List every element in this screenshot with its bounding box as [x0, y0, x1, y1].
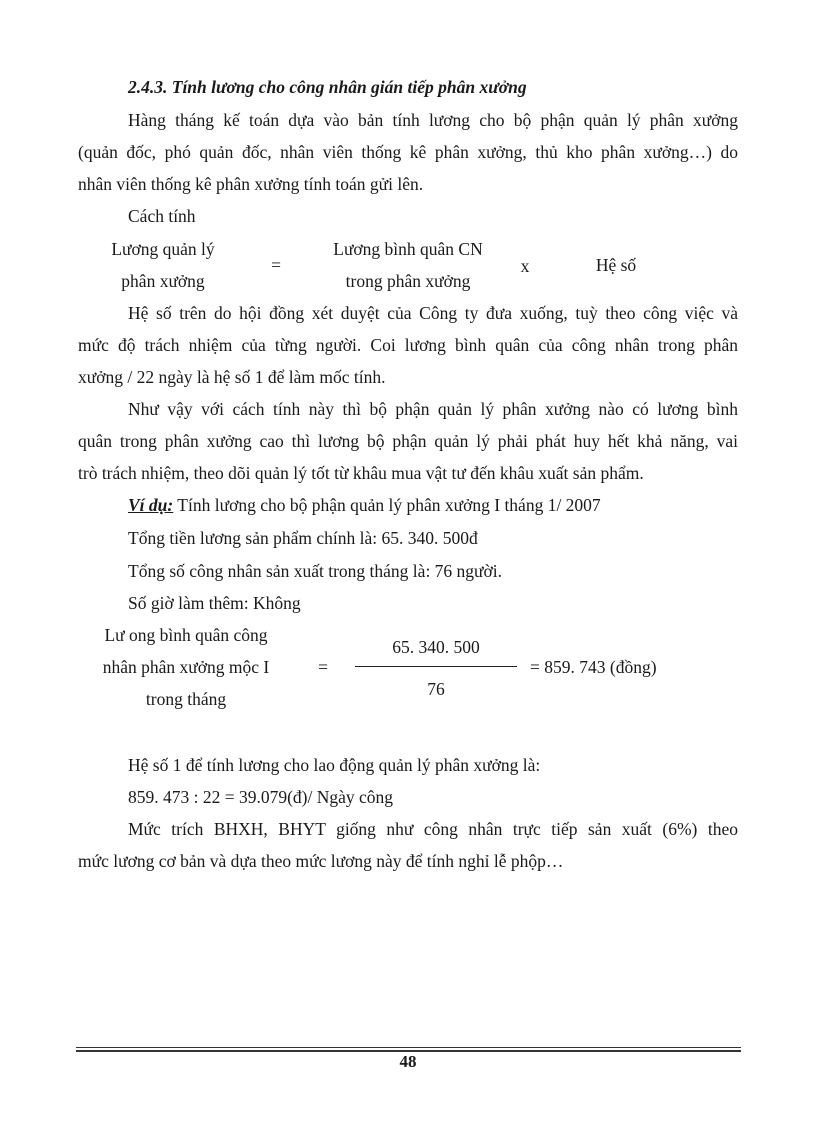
formula2-denominator: 76: [427, 679, 445, 699]
formula1-left-line1: Lương quản lý: [111, 239, 215, 259]
example-line: [128, 494, 601, 516]
para2-line3: xưởng / 22 ngày là hệ số 1 để làm mốc tính.: [78, 367, 386, 387]
para3-line1: Như vậy với cách tính này thì bộ phận quản lý phân xưởng nào có lương bình: [128, 399, 738, 419]
coef-text: Hệ số 1 để tính lương cho lao động quản lý phân xưởng là:: [128, 755, 541, 775]
para1-line1: Hàng tháng kế toán dựa vào bản tính lương cho bộ phận quản lý phân xưởng: [128, 110, 738, 130]
formula1-mid-line1: Lương bình quân CN: [333, 239, 483, 259]
para3-line3: trò trách nhiệm, theo dõi quản lý tốt từ khâu mua vật tư đến khâu xuất sản phẩm.: [78, 463, 644, 483]
formula1-mid-line2: trong phân xưởng: [345, 271, 471, 291]
para2-line1: Hệ số trên do hội đồng xét duyệt của Công ty đưa xuống, tuỳ theo công việc và: [128, 303, 738, 323]
para4-line2: mức lương cơ bản và dựa theo mức lương này để tính nghỉ lễ phộp…: [78, 851, 564, 871]
para1-line3: nhân viên thống kê phân xưởng tính toán gửi lên.: [78, 174, 424, 194]
formula1-equals: =: [271, 255, 281, 275]
coef-calc: 859. 473 : 22 = 39.079(đ)/ Ngày công: [128, 787, 394, 807]
formula2-result: = 859. 743 (đồng): [530, 657, 657, 677]
page-number: 48: [399, 1052, 417, 1071]
example-label: Ví dụ:: [128, 495, 174, 515]
section-heading: 2.4.3. Tính lương cho công nhân gián tiếp phân xưởng: [128, 77, 527, 97]
formula2-left-line1: Lư ong bình quân công: [104, 625, 268, 645]
para3-line2: quân trong phân xưởng cao thì lương bộ phận quản lý phải phát huy hết khả năng, vai: [78, 431, 738, 451]
para2-line2: mức độ trách nhiệm của từng người. Coi lương bình quân của công nhân trong phân: [78, 335, 738, 355]
fraction-bar: [355, 666, 517, 667]
example-text: Tính lương cho bộ phận quản lý phân xưởng I tháng 1/ 2007: [173, 495, 601, 515]
cach-tinh-label: Cách tính: [128, 206, 196, 226]
total-salary-line: Tổng tiền lương sản phẩm chính là: 65. 340. 500đ: [128, 528, 478, 548]
overtime-line: Số giờ làm thêm: Không: [128, 593, 301, 613]
formula2-left-line3: trong tháng: [145, 689, 227, 709]
formula1-coefficient: Hệ số: [595, 255, 637, 275]
total-workers-line: Tổng số công nhân sản xuất trong tháng là: 76 người.: [128, 561, 503, 581]
formula1-times: x: [520, 256, 530, 276]
para4-line1: Mức trích BHXH, BHYT giống như công nhân trực tiếp sản xuất (6%) theo: [128, 819, 738, 839]
para1-line2: (quản đốc, phó quản đốc, nhân viên thống kê phân xưởng, thủ kho phân xưởng…) do: [78, 142, 738, 162]
formula2-left-line2: nhân phân xưởng mộc I: [102, 657, 270, 677]
formula2-equals: =: [318, 657, 328, 677]
formula1-left-line2: phân xưởng: [121, 271, 205, 291]
footer-rule-top: [76, 1047, 741, 1048]
formula2-numerator: 65. 340. 500: [392, 637, 480, 657]
